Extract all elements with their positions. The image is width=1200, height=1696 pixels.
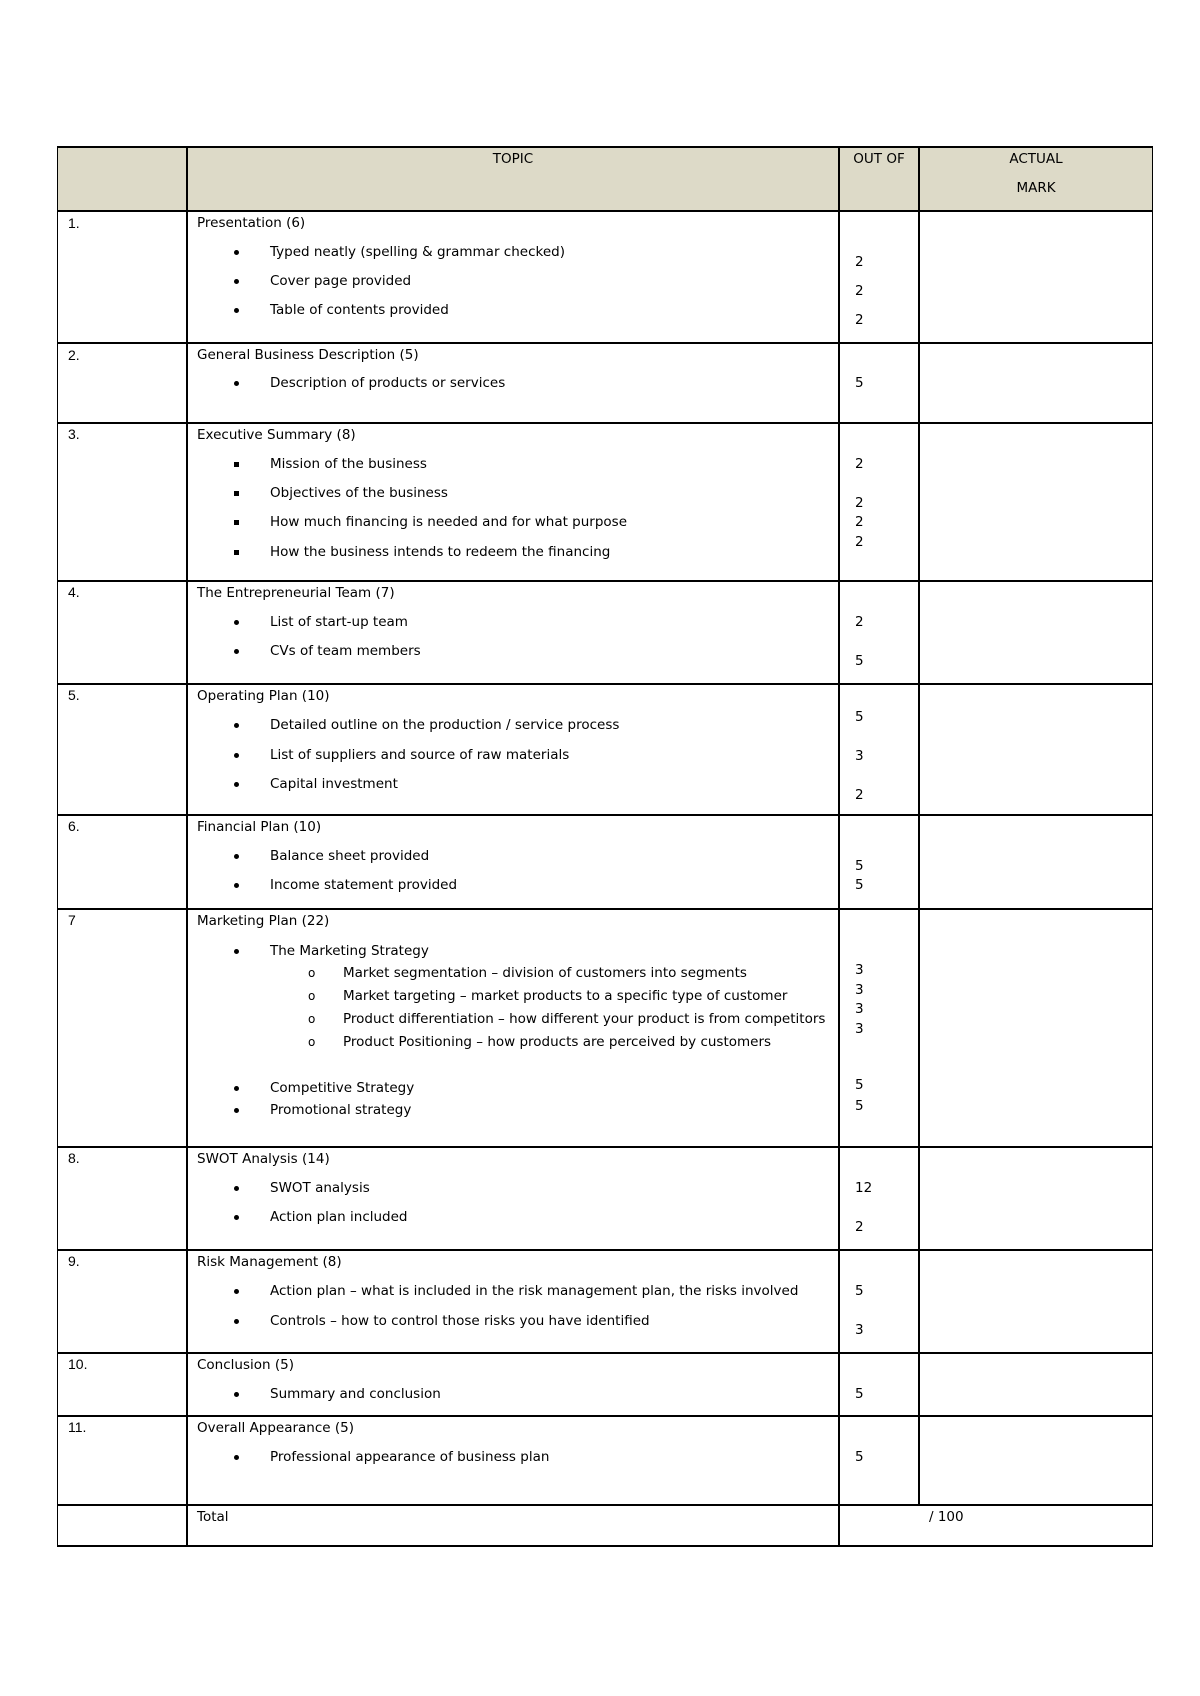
criterion-text: Mission of the business [270, 456, 427, 472]
criterion-text: Balance sheet provided [270, 848, 430, 864]
bullet-icon [234, 308, 239, 313]
table-row [58, 816, 1152, 910]
out-of-mark: 2 [855, 1219, 864, 1235]
row-number: 8. [68, 1150, 80, 1166]
bullet-icon [234, 250, 239, 255]
out-of-mark: 5 [855, 375, 864, 391]
circle-bullet-icon: o [308, 989, 316, 1003]
sub-criterion-text: Product differentiation – how different your product is from competitors [343, 1011, 826, 1027]
out-of-mark: 2 [855, 312, 864, 328]
criterion-text: Typed neatly (spelling & grammar checked) [270, 244, 565, 260]
row-number: 2. [68, 347, 80, 363]
bullet-icon [234, 723, 239, 728]
table-row [58, 344, 1152, 424]
strategy-heading: The Marketing Strategy [270, 943, 429, 959]
bullet-icon [234, 620, 239, 625]
sub-criterion-text: Product Positioning – how products are perceived by customers [343, 1034, 772, 1050]
section-title: General Business Description (5) [197, 347, 419, 363]
bullet-icon [234, 1108, 239, 1113]
out-of-mark: 3 [855, 1322, 864, 1338]
table-row [58, 685, 1152, 816]
section-title: Marketing Plan (22) [197, 913, 330, 929]
square-bullet-icon [234, 520, 239, 525]
bullet-icon [234, 1319, 239, 1324]
out-of-mark: 3 [855, 1001, 864, 1017]
criterion-text: List of suppliers and source of raw materials [270, 747, 570, 763]
table-row [58, 1148, 1152, 1251]
out-of-mark: 2 [855, 614, 864, 630]
topic-header: TOPIC [492, 151, 534, 167]
criterion-text: SWOT analysis [270, 1180, 370, 1196]
actual-mark-header-line1: ACTUAL [1009, 151, 1063, 167]
out-of-mark: 5 [855, 1386, 864, 1402]
criterion-text: Promotional strategy [270, 1102, 412, 1118]
section-title: The Entrepreneurial Team (7) [197, 585, 395, 601]
row-number: 9. [68, 1253, 80, 1269]
table-row [58, 910, 1152, 1148]
total-row [58, 1506, 1152, 1547]
out-of-mark: 5 [855, 858, 864, 874]
table-row [58, 582, 1152, 685]
sub-criterion-text: Market targeting – market products to a specific type of customer [343, 988, 788, 1004]
bullet-icon [234, 1289, 239, 1294]
out-of-mark: 3 [855, 982, 864, 998]
out-of-mark: 5 [855, 1283, 864, 1299]
bullet-icon [234, 949, 239, 954]
section-title: Overall Appearance (5) [197, 1420, 355, 1436]
criterion-text: How the business intends to redeem the financing [270, 544, 611, 560]
bullet-icon [234, 782, 239, 787]
criterion-text: Competitive Strategy [270, 1080, 415, 1096]
circle-bullet-icon: o [308, 1035, 316, 1049]
out-of-mark: 2 [855, 514, 864, 530]
out-of-header: OUT OF [853, 151, 905, 167]
bullet-icon [234, 1086, 239, 1091]
section-title: Presentation (6) [197, 215, 306, 231]
row-number: 5. [68, 687, 80, 703]
criterion-text: Table of contents provided [270, 302, 449, 318]
criterion-text: Cover page provided [270, 273, 412, 289]
out-of-mark: 5 [855, 653, 864, 669]
criterion-text: Action plan – what is included in the risk management plan, the risks involved [270, 1283, 799, 1299]
out-of-mark: 5 [855, 1077, 864, 1093]
out-of-mark: 2 [855, 456, 864, 472]
bullet-icon [234, 279, 239, 284]
out-of-mark: 2 [855, 534, 864, 550]
bullet-icon [234, 883, 239, 888]
table-row [58, 1251, 1152, 1354]
out-of-mark: 5 [855, 877, 864, 893]
out-of-mark: 5 [855, 1449, 864, 1465]
section-title: Operating Plan (10) [197, 688, 330, 704]
circle-bullet-icon: o [308, 1012, 316, 1026]
criterion-text: Capital investment [270, 776, 398, 792]
criterion-text: Income statement provided [270, 877, 458, 893]
criterion-text: Professional appearance of business plan [270, 1449, 550, 1465]
section-title: Conclusion (5) [197, 1357, 294, 1373]
row-number: 11. [68, 1419, 87, 1435]
bullet-icon [234, 854, 239, 859]
actual-mark-header-line2: MARK [1016, 180, 1056, 196]
section-title: Risk Management (8) [197, 1254, 342, 1270]
out-of-mark: 2 [855, 254, 864, 270]
table-row [58, 424, 1152, 582]
out-of-mark: 2 [855, 495, 864, 511]
bullet-icon [234, 753, 239, 758]
section-title: Financial Plan (10) [197, 819, 322, 835]
bullet-icon [234, 1215, 239, 1220]
criterion-text: How much financing is needed and for what purpose [270, 514, 628, 530]
row-number: 1. [68, 215, 80, 231]
out-of-mark: 3 [855, 1021, 864, 1037]
bullet-icon [234, 1186, 239, 1191]
out-of-mark: 3 [855, 962, 864, 978]
square-bullet-icon [234, 462, 239, 467]
sub-criterion-text: Market segmentation – division of customers into segments [343, 965, 747, 981]
row-number: 3. [68, 426, 80, 442]
marking-rubric-table [57, 146, 1153, 1547]
criterion-text: Detailed outline on the production / service process [270, 717, 620, 733]
section-title: SWOT Analysis (14) [197, 1151, 330, 1167]
bullet-icon [234, 1455, 239, 1460]
bullet-icon [234, 649, 239, 654]
criterion-text: Controls – how to control those risks you have identified [270, 1313, 650, 1329]
criterion-text: Objectives of the business [270, 485, 448, 501]
table-row [58, 212, 1152, 344]
total-score: / 100 [929, 1509, 964, 1525]
criterion-text: Action plan included [270, 1209, 408, 1225]
row-number: 4. [68, 584, 80, 600]
circle-bullet-icon: o [308, 966, 316, 980]
criterion-text: List of start-up team [270, 614, 408, 630]
table-row [58, 1417, 1152, 1506]
out-of-mark: 2 [855, 283, 864, 299]
row-number: 6. [68, 818, 80, 834]
section-title: Executive Summary (8) [197, 427, 356, 443]
out-of-mark: 12 [855, 1180, 873, 1196]
criterion-text: CVs of team members [270, 643, 421, 659]
out-of-mark: 2 [855, 787, 864, 803]
total-label: Total [197, 1509, 229, 1525]
table-row [58, 1354, 1152, 1417]
criterion-text: Summary and conclusion [270, 1386, 441, 1402]
bullet-icon [234, 1392, 239, 1397]
out-of-mark: 3 [855, 748, 864, 764]
criterion-text: Description of products or services [270, 375, 506, 391]
square-bullet-icon [234, 550, 239, 555]
out-of-mark: 5 [855, 1098, 864, 1114]
square-bullet-icon [234, 491, 239, 496]
bullet-icon [234, 381, 239, 386]
table-header-row [58, 148, 1152, 212]
row-number: 10. [68, 1356, 88, 1372]
row-number: 7 [68, 912, 76, 928]
out-of-mark: 5 [855, 709, 864, 725]
